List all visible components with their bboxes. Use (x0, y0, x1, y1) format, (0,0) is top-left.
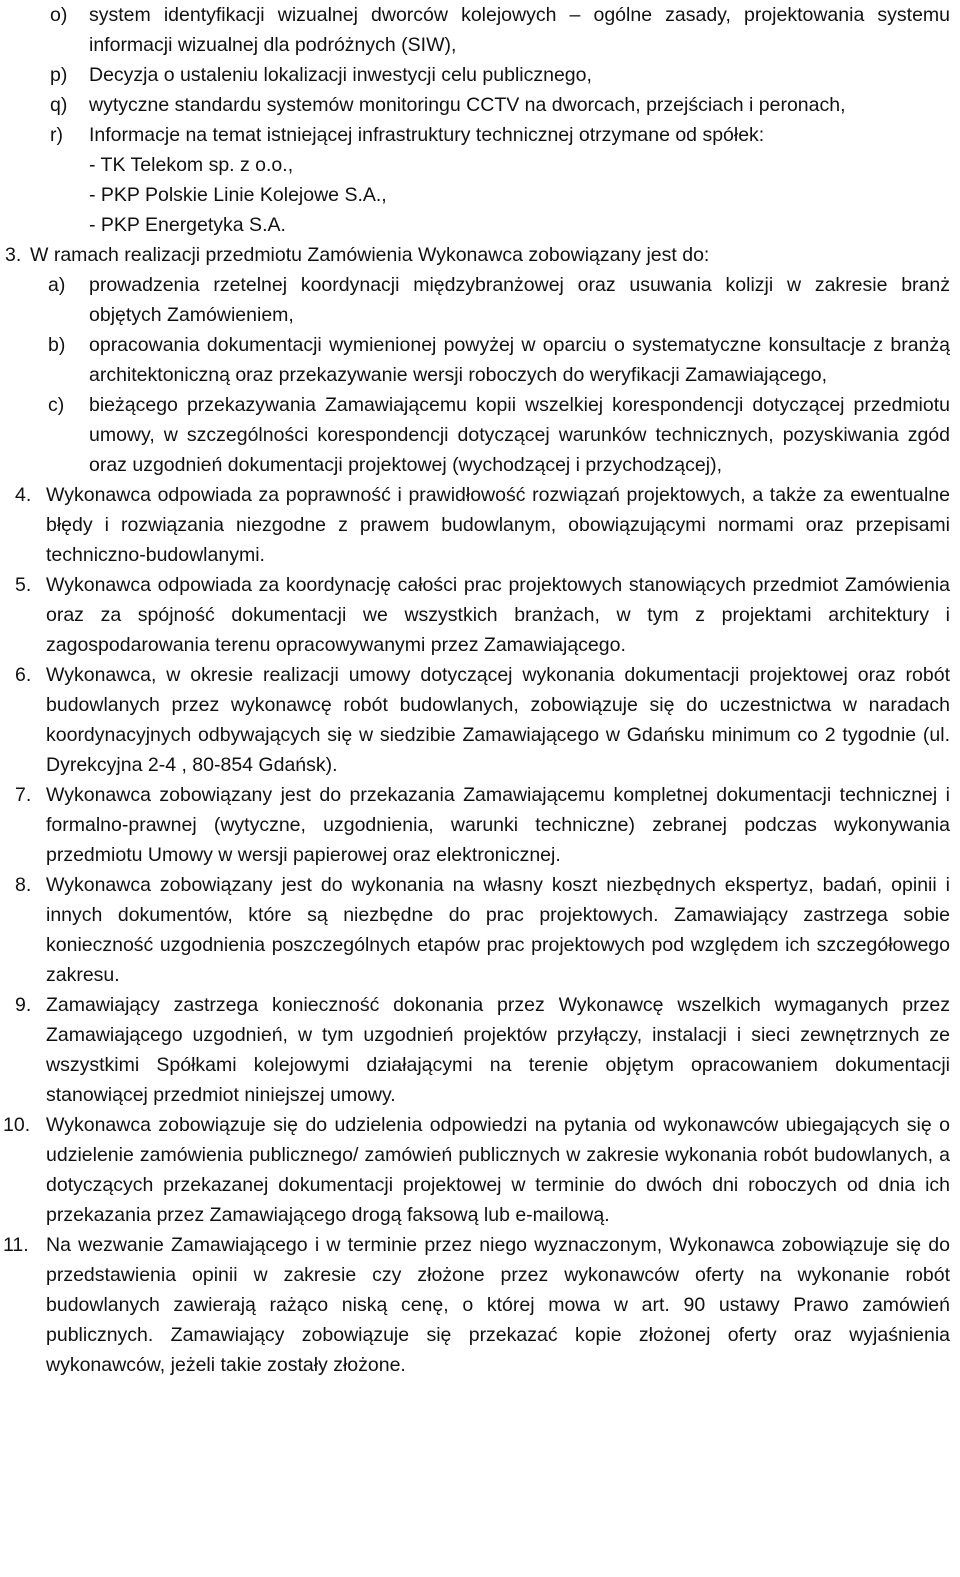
section-text: Wykonawca zobowiązany jest do wykonania na własny koszt niezbędnych ekspertyz, badań, opinii i innych dokumentów, które są niezbędne do prac projektowych. Zamawiający zastrzega sobie konieczność uzgodnienia poszczególnych etapów prac projektowych pod względem ich szczegółowego zakresu. (46, 874, 950, 986)
section-text: Na wezwanie Zamawiającego i w terminie przez niego wyznaczonym, Wykonawca zobowiązuje się do przedstawienia opinii w zakresie czy złożone przez wykonawców oferty na wykonanie robót budowlanych zawierają rażąco niską cenę, o której mowa w art. 90 ustawy Prawo zamówień publicznych. Zamawiający zobowiązuje się przekazać kopie złożonej oferty oraz wyjaśnienia wykonawców, jeżeli takie zostały złożone. (46, 1234, 950, 1376)
section-number: 11. (3, 1234, 29, 1256)
section-number: 10. (3, 1114, 31, 1136)
section-3-intro: W ramach realizacji przedmiotu Zamówienia Wykonawca zobowiązany jest do: (30, 244, 710, 266)
section-text: Wykonawca odpowiada za poprawność i prawidłowość rozwiązań projektowych, a także za ewentualne błędy i rozwiązania niezgodne z prawem budowlanym, obowiązującymi normami oraz przepisami techniczno-budowlanymi. (46, 484, 950, 566)
company-line (0, 210, 960, 240)
section-5 (0, 570, 960, 660)
list-item-text: bieżącego przekazywania Zamawiającemu kopii wszelkiej korespondencji dotyczącej przedmiotu umowy, w szczególności korespondencji dotyczącej warunków technicznych, pozyskiwania zgód oraz uzgodnień dokumentacji projektowej (wychodzącej i przychodzącej), (89, 394, 950, 476)
company-name: - TK Telekom sp. z o.o., (89, 154, 294, 176)
section-text: Wykonawca zobowiązuje się do udzielenia odpowiedzi na pytania od wykonawców ubiegających się o udzielenie zamówienia publicznego/ zamówień publicznych w zakresie wykonania robót budowlanych, a dotyczących przekazanej dokumentacji projektowej w terminie do dwóch dni roboczych od dnia ich przekazania przez Zamawiającego drogą faksową lub e-mailową. (46, 1114, 950, 1226)
section-text: Wykonawca, w okresie realizacji umowy dotyczącej wykonania dokumentacji projektowej oraz robót budowlanych przez wykonawcę robót budowlanych, zobowiązuje się do uczestnictwa w naradach koordynacyjnych odbywających się w siedzibie Zamawiającego w Gdańsku minimum co 2 tygodnie (ul. Dyrekcyjna 2-4 , 80-854 Gdańsk). (46, 664, 950, 776)
list-item-r (0, 120, 960, 150)
section-number: 9. (15, 994, 32, 1016)
section-number: 3. (5, 244, 22, 266)
section-number: 8. (15, 874, 32, 896)
section-number: 7. (15, 784, 32, 806)
list-marker: o) (50, 4, 68, 26)
list-marker: c) (48, 394, 65, 416)
section-3 (0, 240, 960, 270)
list-item-p (0, 60, 960, 90)
section-number: 6. (15, 664, 32, 686)
section-3-item-a (0, 270, 960, 330)
list-marker: q) (50, 94, 68, 116)
list-marker: a) (48, 274, 66, 296)
section-number: 4. (15, 484, 32, 506)
section-text: Zamawiający zastrzega konieczność dokonania przez Wykonawcę wszelkich wymaganych przez Zamawiającego uzgodnień, w tym uzgodnień projektów przyłączy, instalacji i sieci zewnętrznych ze wszystkimi Spółkami kolejowymi działającymi na terenie objętym opracowaniem dokumentacji stanowiącej przedmiot niniejszej umowy. (46, 994, 950, 1106)
section-text: Wykonawca odpowiada za koordynację całości prac projektowych stanowiących przedmiot Zamówienia oraz za spójność dokumentacji we wszystkich branżach, w tym z projektami architektury i zagospodarowania terenu opracowywanymi przez Zamawiającego. (46, 574, 950, 656)
list-item-text: opracowania dokumentacji wymienionej powyżej w oparciu o systematyczne konsultacje z branżą architektoniczną oraz przekazywanie wersji roboczych do weryfikacji Zamawiającego, (89, 334, 950, 386)
section-4 (0, 480, 960, 570)
section-number: 5. (15, 574, 32, 596)
list-item-text: Decyzja o ustaleniu lokalizacji inwestycji celu publicznego, (89, 64, 592, 86)
list-marker: p) (50, 64, 68, 86)
list-marker: b) (48, 334, 66, 356)
company-line (0, 150, 960, 180)
list-marker: r) (50, 124, 63, 146)
list-item-text: system identyfikacji wizualnej dworców kolejowych – ogólne zasady, projektowania systemu informacji wizualnej dla podróżnych (SIW), (89, 4, 950, 56)
section-text: Wykonawca zobowiązany jest do przekazania Zamawiającemu kompletnej dokumentacji technicznej i formalno-prawnej (wytyczne, uzgodnienia, warunki techniczne) zebranej podczas wykonywania przedmiotu Umowy w wersji papierowej oraz elektronicznej. (46, 784, 950, 866)
section-7 (0, 780, 960, 870)
list-item-text: Informacje na temat istniejącej infrastruktury technicznej otrzymane od spółek: (89, 124, 765, 146)
list-item-o (0, 0, 960, 60)
section-3-item-b (0, 330, 960, 390)
list-item-q (0, 90, 960, 120)
company-name: - PKP Polskie Linie Kolejowe S.A., (89, 184, 387, 206)
company-name: - PKP Energetyka S.A. (89, 214, 286, 236)
section-3-item-c (0, 390, 960, 480)
list-item-text: prowadzenia rzetelnej koordynacji międzybranżowej oraz usuwania kolizji w zakresie branż objętych Zamówieniem, (89, 274, 950, 326)
list-item-text: wytyczne standardu systemów monitoringu CCTV na dworcach, przejściach i peronach, (89, 94, 846, 116)
section-6 (0, 660, 960, 780)
section-11 (0, 1230, 960, 1380)
section-8 (0, 870, 960, 990)
section-10 (0, 1110, 960, 1230)
section-9 (0, 990, 960, 1110)
company-line (0, 180, 960, 210)
